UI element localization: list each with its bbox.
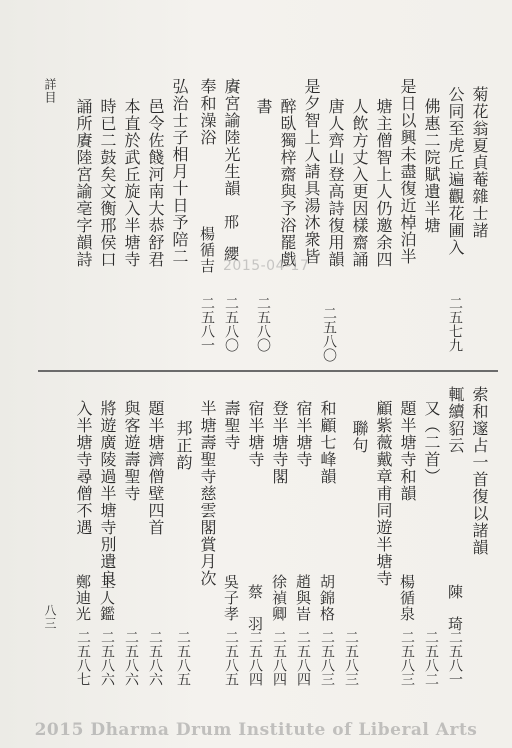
entry-author: 徐禎卿 <box>270 574 288 622</box>
entry-title: 邦正韵 <box>174 420 193 471</box>
entry-title: 將遊廣陵過半塘寺別遺良 <box>98 400 117 587</box>
entry-title: 本直於武丘旋入半塘寺 <box>122 98 141 268</box>
entry-author: 胡錦格 <box>318 574 336 622</box>
entry-page: 二五八二 <box>423 630 439 686</box>
entry-author: 楊循泉 <box>398 574 416 622</box>
entry-page: 二五八五 <box>175 630 191 686</box>
entry-title: 與客遊壽聖寺 <box>122 400 141 502</box>
entry-title: 唐人齊山登高詩復用韻 <box>326 98 345 268</box>
entry-title: 聯句 <box>350 420 369 454</box>
entry-title: 公同至虎丘遍觀花圃入 <box>446 86 465 256</box>
entry-page: 二五八七 <box>75 630 91 686</box>
entry-title: 是夕智上人請具湯沐衆皆 <box>302 78 321 265</box>
entry-title: 誦所賡陸宮諭亳字韻詩 <box>74 98 93 268</box>
entry-author: 蔡 羽 <box>246 584 264 632</box>
entry-title: 顧紫薇戴章甫同遊半塘寺 <box>374 400 393 587</box>
entry-page: 二五八〇 <box>321 306 337 362</box>
entry-author: 王人鑑 <box>98 574 116 622</box>
footer-watermark: 2015 Dharma Drum Institute of Liberal Arts <box>34 720 478 740</box>
entry-title: 入半塘寺尋僧不遇 <box>74 400 93 536</box>
section-header: 詳目 <box>43 78 57 104</box>
entry-author: 趙與峕 <box>294 574 312 622</box>
entry-title: 題半塘濟僧壁四首 <box>146 400 165 536</box>
entry-title: 壽聖寺 <box>222 400 241 451</box>
entry-page: 二五八〇 <box>223 296 239 352</box>
entry-title: 賡宮諭陸光生韻 <box>222 78 241 197</box>
entry-title: 菊花翁夏貞菴雜士諸 <box>470 86 489 239</box>
entry-title: 弘治士子相月十日予陪二 <box>170 78 189 265</box>
entry-page: 二五八四 <box>271 630 287 686</box>
entry-title: 又（二首） <box>422 400 441 485</box>
entry-title: 奉和澡浴 <box>198 78 217 146</box>
entry-page: 二五八三 <box>319 630 335 686</box>
entry-title: 醉臥獨梓齋與予浴罷戲 <box>278 98 297 268</box>
entry-title: 半塘壽聖寺慈雲閣賞月次 <box>198 400 217 587</box>
entry-title: 題半塘寺和韻 <box>398 400 417 502</box>
entry-page: 二五八六 <box>147 630 163 686</box>
entry-title: 時已二鼓矣文衡邢侯口 <box>98 98 117 268</box>
entry-page: 二五八五 <box>223 630 239 686</box>
entry-page: 二五八一 <box>199 296 215 352</box>
entry-author: 吳子孝 <box>222 574 240 622</box>
entry-author: 邢 纓 <box>222 214 240 262</box>
entry-title: 宿半塘寺 <box>294 400 313 468</box>
entry-title: 書 <box>254 98 273 115</box>
entry-page: 二五七九 <box>447 296 463 352</box>
entry-page: 二五八四 <box>247 630 263 686</box>
entry-title: 人飲方丈入更因樣齋誦 <box>350 98 369 268</box>
entry-title: 索和邃占一首復以諸韻 <box>470 386 489 556</box>
entry-page: 二五八一 <box>447 630 463 686</box>
entry-author: 陳 琦 <box>446 584 464 632</box>
entry-title: 和顧七峰韻 <box>318 400 337 485</box>
entry-page: 二五八三 <box>399 630 415 686</box>
watermark-date: 2015-04-17 <box>223 258 310 274</box>
entry-title: 佛惠二院賦遺半塘 <box>422 98 441 234</box>
entry-title: 邑令佐餞河南大恭舒君 <box>146 98 165 268</box>
entry-page: 二五八三 <box>343 630 359 686</box>
entry-author: 楊循吉 <box>198 226 216 274</box>
entry-title: 宿半塘寺 <box>246 400 265 468</box>
entry-title: 塘主僧智上人仍邀余四 <box>374 98 393 268</box>
entry-page: 二五八六 <box>123 630 139 686</box>
entry-title: 是日以興未盡復近棹泊半 <box>398 78 417 265</box>
section-divider <box>38 370 498 372</box>
entry-page: 二五八六 <box>99 630 115 686</box>
entry-author: 鄭迪光 <box>74 574 92 622</box>
page-number: 八三 <box>43 604 57 630</box>
entry-page: 二五八四 <box>295 630 311 686</box>
entry-title: 登半塘寺閣 <box>270 400 289 485</box>
entry-title: 輒續貂云 <box>446 386 465 454</box>
entry-page: 二五八〇 <box>255 296 271 352</box>
